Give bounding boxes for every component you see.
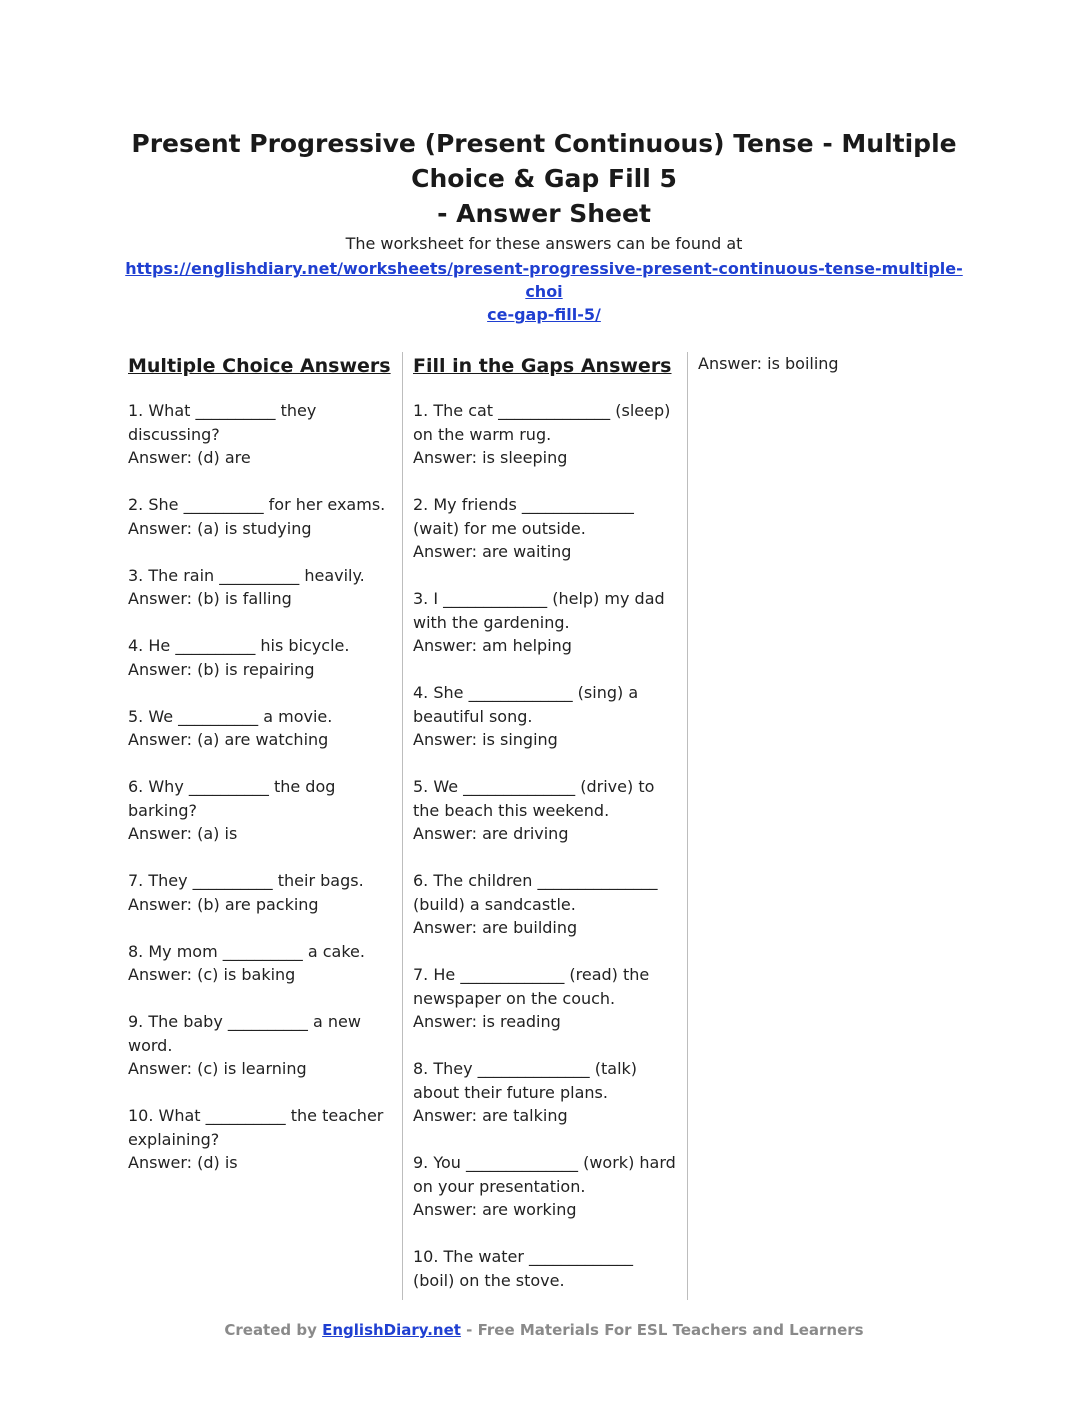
mc-item [128,634,393,681]
gap-question: 7. He _____________ (read) the newspaper on the couch. [413,965,650,1008]
gap-question: 1. The cat ______________ (sleep) on the warm rug. [413,401,671,444]
mc-answer: Answer: (c) is baking [128,965,296,984]
mc-answer: Answer: (b) are packing [128,894,319,914]
gap-question: 6. The children _______________ (build) a sandcastle. [413,871,658,914]
mc-question: 3. The rain __________ heavily. [128,565,365,585]
mc-answer: Answer: (a) are watching [128,730,329,749]
worksheet-link-line-2[interactable]: ce-gap-fill-5/ [487,305,601,324]
column-divider [402,352,403,1300]
mc-answer: Answer: (a) is [128,824,238,843]
subtitle: The worksheet for these answers can be found at [345,234,743,253]
worksheet-link-line-1[interactable]: https://englishdiary.net/worksheets/present-progressive-present-continuous-tense-multiple-choi [125,259,963,301]
gap-answer: Answer: are working [413,1200,577,1219]
mc-item [128,940,393,987]
gap-question: 2. My friends ______________ (wait) for me outside. [413,495,634,538]
gap-item [413,681,678,752]
mc-question: 8. My mom __________ a cake. [128,941,365,961]
gap-answer: Answer: is boiling [698,354,839,373]
gap-item [413,1057,678,1128]
column-divider [687,352,688,1300]
mc-item [128,399,393,470]
mc-item [128,775,393,846]
gap-answer: Answer: am helping [413,636,572,655]
mc-question: 6. Why __________ the dog barking? [128,777,336,820]
gap-item [413,775,678,846]
gap-item [413,869,678,940]
footer-brand-link[interactable]: EnglishDiary.net [322,1321,461,1339]
title-line-3: - Answer Sheet [437,199,651,228]
mc-answer: Answer: (d) is [128,1153,238,1172]
gap-question: 8. They ______________ (talk) about their future plans. [413,1059,638,1102]
gap-question: 9. You ______________ (work) hard on your presentation. [413,1153,676,1196]
gap-answer: Answer: are talking [413,1106,568,1125]
gap-answer: Answer: are driving [413,824,569,843]
fill-gaps-heading: Fill in the Gaps Answers [413,355,672,377]
gap-item [413,493,678,564]
footer [0,1321,1088,1339]
gap-answer: Answer: is sleeping [413,448,568,467]
mc-answer: Answer: (b) is falling [128,589,292,608]
fill-gaps-column [413,352,678,1316]
gap-question: 10. The water _____________ (boil) on the stove. [413,1247,634,1290]
gap-answer: Answer: is singing [413,730,558,749]
mc-question: 10. What __________ the teacher explaining? [128,1106,384,1149]
mc-answer: Answer: (a) is studying [128,518,312,538]
gap-question: 4. She _____________ (sing) a beautiful song. [413,683,639,726]
page-title [120,126,968,231]
mc-item [128,869,393,916]
mc-item [128,1010,393,1081]
gap-answer: Answer: are building [413,918,578,937]
mc-answer: Answer: (c) is learning [128,1059,307,1078]
multiple-choice-column [128,352,393,1198]
gap-item [413,963,678,1034]
gap-answer: Answer: is reading [413,1012,561,1031]
mc-question: 2. She __________ for her exams. [128,495,386,514]
mc-question: 9. The baby __________ a new word. [128,1012,361,1055]
mc-answer: Answer: (d) are [128,448,251,467]
mc-item [128,705,393,752]
mc-item [128,493,393,540]
title-line-1: Present Progressive (Present Continuous) Tense - Multiple [131,129,957,158]
worksheet-link[interactable] [120,257,968,326]
gap-item [413,399,678,470]
mc-question: 5. We __________ a movie. [128,706,333,726]
gap-item [413,1151,678,1222]
footer-suffix: - Free Materials For ESL Teachers and Learners [466,1321,864,1339]
mc-question: 1. What __________ they discussing? [128,401,317,444]
mc-answer: Answer: (b) is repairing [128,659,315,679]
mc-question: 7. They __________ their bags. [128,871,364,890]
overflow-column [698,352,948,376]
multiple-choice-heading: Multiple Choice Answers [128,355,391,377]
footer-prefix: Created by [224,1321,317,1339]
gap-item [413,587,678,658]
gap-question: 5. We ______________ (drive) to the beach this weekend. [413,777,655,820]
gap-answer: Answer: are waiting [413,542,572,561]
mc-question: 4. He __________ his bicycle. [128,636,350,655]
mc-item [128,564,393,611]
gap-question: 3. I _____________ (help) my dad with the gardening. [413,589,665,632]
title-line-2: Choice & Gap Fill 5 [411,164,677,193]
mc-item [128,1104,393,1175]
gap-item [413,1245,678,1292]
